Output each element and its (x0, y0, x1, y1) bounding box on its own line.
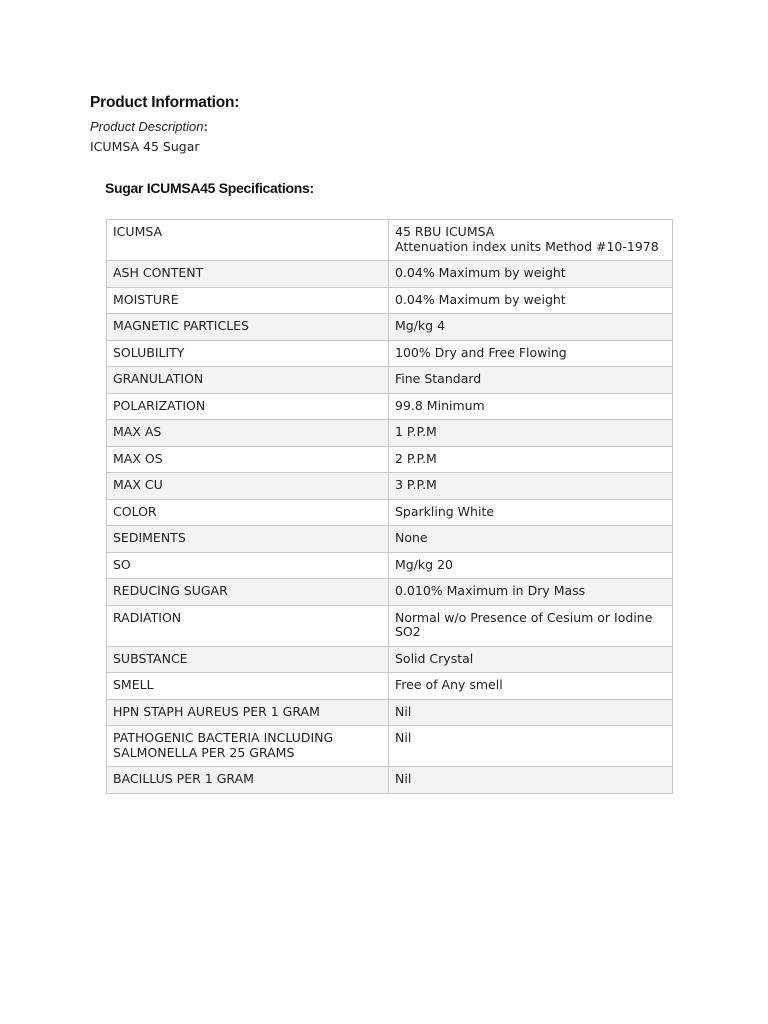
table-row (107, 393, 673, 420)
spec-value-cell: 1 P.P.M (389, 420, 673, 447)
specifications-table (106, 219, 673, 794)
spec-property-cell: SO (107, 552, 389, 579)
spec-value-cell: Normal w/o Presence of Cesium or Iodine SO2 (389, 605, 673, 646)
spec-property-cell: MAX OS (107, 446, 389, 473)
table-row (107, 340, 673, 367)
spec-property-cell: MAX CU (107, 473, 389, 500)
spec-property-cell: ICUMSA (107, 220, 389, 261)
table-row (107, 699, 673, 726)
spec-value-cell: 99.8 Minimum (389, 393, 673, 420)
spec-value-cell: Solid Crystal (389, 646, 673, 673)
spec-property-cell: BACILLUS PER 1 GRAM (107, 767, 389, 794)
table-row (107, 646, 673, 673)
spec-value-cell: 3 P.P.M (389, 473, 673, 500)
product-information-heading: Product Information: (90, 94, 240, 111)
table-row (107, 673, 673, 700)
spec-value-cell: Mg/kg 20 (389, 552, 673, 579)
table-row (107, 579, 673, 606)
table-row (107, 767, 673, 794)
table-row (107, 314, 673, 341)
table-row (107, 287, 673, 314)
spec-property-cell: COLOR (107, 499, 389, 526)
table-row (107, 726, 673, 767)
spec-value-cell: 0.04% Maximum by weight (389, 261, 673, 288)
spec-property-cell: ASH CONTENT (107, 261, 389, 288)
spec-value-cell: Free of Any smell (389, 673, 673, 700)
spec-property-cell: HPN STAPH AUREUS PER 1 GRAM (107, 699, 389, 726)
product-description-value: ICUMSA 45 Sugar (90, 139, 200, 154)
table-row (107, 367, 673, 394)
spec-value-cell: Fine Standard (389, 367, 673, 394)
spec-property-cell: MAX AS (107, 420, 389, 447)
spec-property-cell: SEDIMENTS (107, 526, 389, 553)
table-row (107, 473, 673, 500)
table-row (107, 220, 673, 261)
table-row (107, 420, 673, 447)
spec-value-cell: 0.010% Maximum in Dry Mass (389, 579, 673, 606)
table-row (107, 446, 673, 473)
spec-value-cell: Sparkling White (389, 499, 673, 526)
table-row (107, 526, 673, 553)
spec-value-cell: 0.04% Maximum by weight (389, 287, 673, 314)
table-row (107, 261, 673, 288)
spec-property-cell: GRANULATION (107, 367, 389, 394)
spec-property-cell: REDUCING SUGAR (107, 579, 389, 606)
spec-value-cell: 2 P.P.M (389, 446, 673, 473)
spec-property-cell: SUBSTANCE (107, 646, 389, 673)
spec-property-cell: RADIATION (107, 605, 389, 646)
product-description-label-text: Product Description (90, 119, 204, 134)
specifications-title: Sugar ICUMSA45 Specifications: (105, 180, 314, 196)
table-row (107, 552, 673, 579)
spec-value-cell: Nil (389, 767, 673, 794)
spec-property-cell: SMELL (107, 673, 389, 700)
product-description-label (90, 119, 208, 134)
spec-value-cell: Nil (389, 726, 673, 767)
spec-property-cell: POLARIZATION (107, 393, 389, 420)
spec-value-cell: 45 RBU ICUMSA Attenuation index units Method #10-1978 (389, 220, 673, 261)
spec-property-cell: SOLUBILITY (107, 340, 389, 367)
spec-property-cell: MOISTURE (107, 287, 389, 314)
spec-property-cell: PATHOGENIC BACTERIA INCLUDING SALMONELLA PER 25 GRAMS (107, 726, 389, 767)
spec-value-cell: 100% Dry and Free Flowing (389, 340, 673, 367)
specifications-table-body (107, 220, 673, 794)
product-description-colon: : (203, 119, 208, 134)
table-row (107, 499, 673, 526)
spec-value-cell: Mg/kg 4 (389, 314, 673, 341)
spec-property-cell: MAGNETIC PARTICLES (107, 314, 389, 341)
spec-value-cell: Nil (389, 699, 673, 726)
table-row (107, 605, 673, 646)
spec-value-cell: None (389, 526, 673, 553)
